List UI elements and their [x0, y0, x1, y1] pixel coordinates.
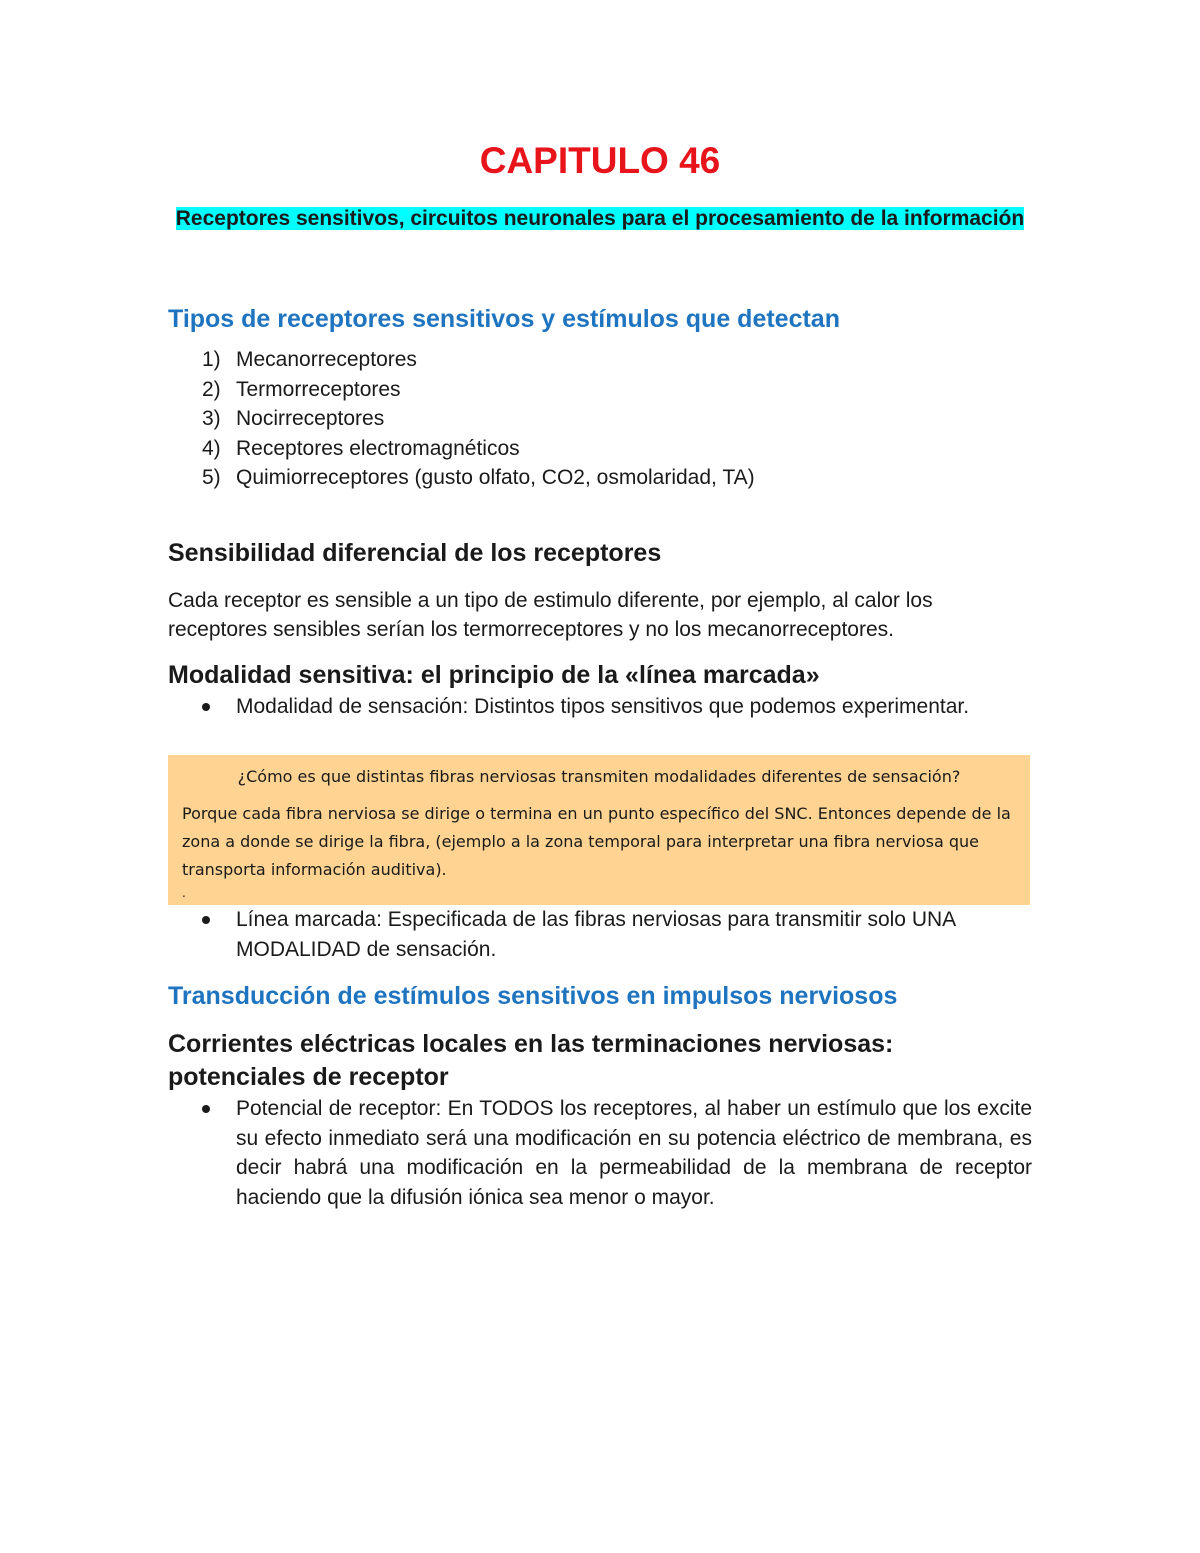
- list-item: Modalidad de sensación: Distintos tipos sensitivos que podemos experimentar.: [168, 692, 1032, 722]
- callout-question: ¿Cómo es que distintas fibras nerviosas transmiten modalidades diferentes de sensación?: [237, 767, 961, 786]
- list-item: 5) Quimiorreceptores (gusto olfato, CO2, osmolaridad, TA): [202, 466, 755, 489]
- bullet-list-modalidad: [168, 692, 1032, 722]
- chapter-title: CAPITULO 46: [479, 140, 721, 181]
- heading-corrientes: Corrientes eléctricas locales en las terminaciones nerviosas: potenciales de receptor: [168, 1030, 894, 1091]
- bullet-list-potencial: [168, 1094, 1032, 1212]
- heading-transduccion: Transducción de estímulos sensitivos en impulsos nerviosos: [168, 982, 898, 1010]
- bullet-list-linea: [168, 905, 1032, 964]
- callout-trailing-mark: .: [182, 886, 186, 900]
- callout-box: [168, 755, 1030, 905]
- list-item: 2) Termorreceptores: [202, 377, 401, 401]
- list-item: 4) Receptores electromagnéticos: [202, 436, 520, 460]
- document-content: [168, 138, 1032, 1212]
- heading-modalidad: Modalidad sensitiva: el principio de la «línea marcada»: [168, 660, 820, 689]
- bullet-icon: [202, 703, 210, 711]
- list-item: Línea marcada: Especificada de las fibras nerviosas para transmitir solo UNA MODALIDAD de sensación.: [168, 905, 1032, 964]
- heading-tipos-receptores: Tipos de receptores sensitivos y estímulos que detectan: [168, 305, 840, 333]
- bullet-icon: [202, 1105, 210, 1113]
- list-item: Potencial de receptor: En TODOS los receptores, al haber un estímulo que los excite su efecto inmediato será una modificación en su potencia eléctrico de membrana, es decir habrá una modificación en la permeabilidad de la membrana de receptor haciendo que la difusión iónica sea menor o mayor.: [168, 1094, 1032, 1212]
- subtitle-highlight: Receptores sensitivos, circuitos neuronales para el procesamiento de la información: [175, 207, 1025, 230]
- paragraph-sensibilidad: Cada receptor es sensible a un tipo de estimulo diferente, por ejemplo, al calor los receptores sensibles serían los termorreceptores y no los mecanorreceptores.: [168, 588, 933, 641]
- callout-answer: Porque cada fibra nerviosa se dirige o termina en un punto específico del SNC. Entonces depende de la zona a donde se dirige la fibra, (ejemplo a la zona temporal para interpretar una fibra nerviosa que transporta información auditiva).: [182, 804, 1011, 879]
- bullet-icon: [202, 916, 210, 924]
- receptor-types-list: [168, 345, 1032, 493]
- list-item: 1) Mecanorreceptores: [202, 348, 417, 371]
- heading-sensibilidad: Sensibilidad diferencial de los receptores: [168, 538, 662, 567]
- chapter-subtitle: [168, 204, 1032, 233]
- list-item: 3) Nocirreceptores: [202, 407, 385, 430]
